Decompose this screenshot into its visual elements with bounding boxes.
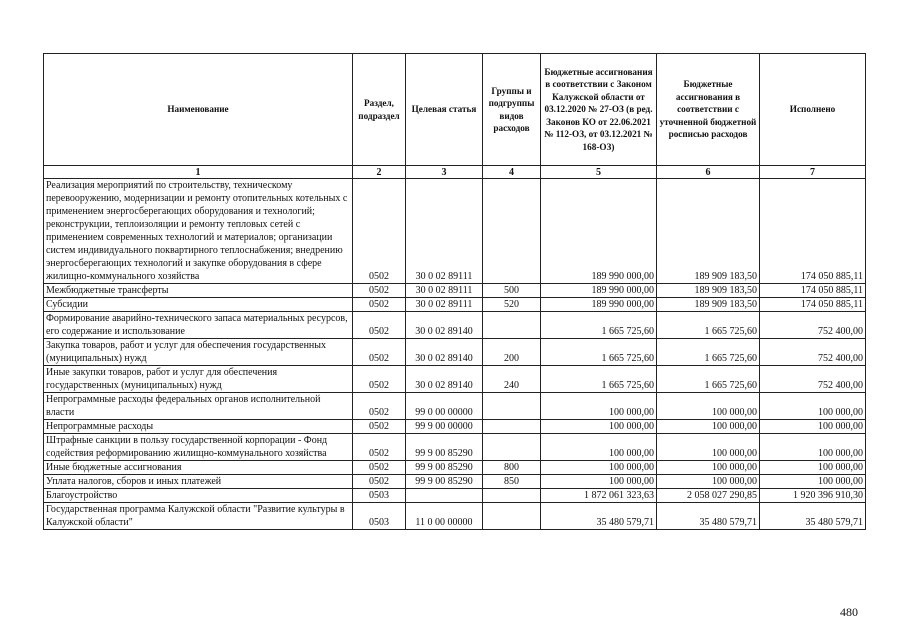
row-target: 30 0 02 89140 [406, 339, 483, 366]
row-section: 0503 [353, 503, 406, 530]
column-number-row [44, 166, 866, 179]
row-group [483, 393, 541, 420]
table-row [44, 475, 866, 489]
row-executed: 174 050 885,11 [760, 179, 866, 284]
row-law-allocation: 100 000,00 [541, 434, 657, 461]
row-group [483, 312, 541, 339]
row-law-allocation: 189 990 000,00 [541, 284, 657, 298]
row-group: 800 [483, 461, 541, 475]
row-executed: 174 050 885,11 [760, 298, 866, 312]
row-refined-allocation: 100 000,00 [657, 475, 760, 489]
row-group: 200 [483, 339, 541, 366]
table-row [44, 393, 866, 420]
row-law-allocation: 1 872 061 323,63 [541, 489, 657, 503]
row-target: 99 0 00 00000 [406, 393, 483, 420]
table-row [44, 503, 866, 530]
column-number: 4 [483, 166, 541, 179]
row-refined-allocation: 100 000,00 [657, 434, 760, 461]
row-law-allocation: 189 990 000,00 [541, 179, 657, 284]
row-refined-allocation: 189 909 183,50 [657, 179, 760, 284]
row-section: 0503 [353, 489, 406, 503]
row-law-allocation: 100 000,00 [541, 475, 657, 489]
row-target: 30 0 02 89140 [406, 312, 483, 339]
column-number: 5 [541, 166, 657, 179]
row-refined-allocation: 100 000,00 [657, 420, 760, 434]
row-target: 99 9 00 85290 [406, 434, 483, 461]
row-section: 0502 [353, 298, 406, 312]
row-section: 0502 [353, 461, 406, 475]
table-row [44, 284, 866, 298]
row-target: 99 9 00 85290 [406, 475, 483, 489]
table-row [44, 179, 866, 284]
row-name: Иные закупки товаров, работ и услуг для обеспечения государственных (муниципальных) нужд [44, 366, 353, 393]
row-group [483, 489, 541, 503]
row-name: Благоустройство [44, 489, 353, 503]
table-row [44, 461, 866, 475]
row-executed: 100 000,00 [760, 393, 866, 420]
row-name: Межбюджетные трансферты [44, 284, 353, 298]
row-name: Уплата налогов, сборов и иных платежей [44, 475, 353, 489]
row-law-allocation: 189 990 000,00 [541, 298, 657, 312]
header-refined-allocations: Бюджетные ассигнования в соответствии с уточненной бюджетной росписью расходов [657, 54, 760, 166]
row-executed: 35 480 579,71 [760, 503, 866, 530]
header-executed: Исполнено [760, 54, 866, 166]
table-row [44, 420, 866, 434]
row-group [483, 503, 541, 530]
column-number: 3 [406, 166, 483, 179]
row-target: 11 0 00 00000 [406, 503, 483, 530]
header-section: Раздел, подраздел [353, 54, 406, 166]
row-section: 0502 [353, 179, 406, 284]
row-section: 0502 [353, 366, 406, 393]
row-name: Непрограммные расходы федеральных органов исполнительной власти [44, 393, 353, 420]
row-target: 30 0 02 89111 [406, 298, 483, 312]
row-name: Закупка товаров, работ и услуг для обеспечения государственных (муниципальных) нужд [44, 339, 353, 366]
row-refined-allocation: 35 480 579,71 [657, 503, 760, 530]
row-refined-allocation: 100 000,00 [657, 393, 760, 420]
row-refined-allocation: 189 909 183,50 [657, 284, 760, 298]
row-executed: 752 400,00 [760, 366, 866, 393]
row-refined-allocation: 1 665 725,60 [657, 366, 760, 393]
row-section: 0502 [353, 284, 406, 298]
row-executed: 752 400,00 [760, 339, 866, 366]
row-executed: 100 000,00 [760, 461, 866, 475]
table-row [44, 312, 866, 339]
row-name: Непрограммные расходы [44, 420, 353, 434]
row-group [483, 434, 541, 461]
row-target [406, 489, 483, 503]
row-executed: 1 920 396 910,30 [760, 489, 866, 503]
table-row [44, 489, 866, 503]
row-target: 30 0 02 89111 [406, 179, 483, 284]
row-executed: 100 000,00 [760, 475, 866, 489]
row-law-allocation: 1 665 725,60 [541, 339, 657, 366]
row-name: Формирование аварийно-технического запаса материальных ресурсов, его содержание и использование [44, 312, 353, 339]
row-group [483, 179, 541, 284]
row-name: Иные бюджетные ассигнования [44, 461, 353, 475]
row-name: Реализация мероприятий по строительству, техническому перевооружению, модернизации и ремонту отопительных котельных с применением энергосберегающих оборудования и технологий; реконструкции, теплоизоляции и ремонту тепловых сетей с применением современных технологий и материалов; организации систем индивидуального поквартирного теплоснабжения; внедрению энергосберегающих технологий и закупке оборудования в сфере жилищно-коммунального хозяйства [44, 179, 353, 284]
table-row [44, 339, 866, 366]
column-number: 6 [657, 166, 760, 179]
row-law-allocation: 100 000,00 [541, 393, 657, 420]
row-section: 0502 [353, 475, 406, 489]
row-name: Штрафные санкции в пользу государственной корпорации - Фонд содействия реформированию жилищно-коммунального хозяйства [44, 434, 353, 461]
row-executed: 174 050 885,11 [760, 284, 866, 298]
header-target: Целевая статья [406, 54, 483, 166]
row-group: 520 [483, 298, 541, 312]
table-row [44, 298, 866, 312]
row-section: 0502 [353, 339, 406, 366]
budget-table [43, 53, 866, 530]
row-target: 99 9 00 85290 [406, 461, 483, 475]
column-number: 7 [760, 166, 866, 179]
row-refined-allocation: 189 909 183,50 [657, 298, 760, 312]
header-name: Наименование [44, 54, 353, 166]
row-name: Государственная программа Калужской области "Развитие культуры в Калужской области" [44, 503, 353, 530]
row-group [483, 420, 541, 434]
row-name: Субсидии [44, 298, 353, 312]
header-law-allocations: Бюджетные ассигнования в соответствии с Законом Калужской области от 03.12.2020 № 27-ОЗ (в ред. Законов КО от 22.06.2021 № 112-ОЗ, от 03.12.2021 № 168-ОЗ) [541, 54, 657, 166]
row-target: 30 0 02 89140 [406, 366, 483, 393]
page-number: 480 [840, 605, 858, 619]
column-number: 2 [353, 166, 406, 179]
row-section: 0502 [353, 393, 406, 420]
header-groups: Группы и подгруппы видов расходов [483, 54, 541, 166]
row-target: 30 0 02 89111 [406, 284, 483, 298]
row-target: 99 9 00 00000 [406, 420, 483, 434]
row-refined-allocation: 1 665 725,60 [657, 312, 760, 339]
row-group: 240 [483, 366, 541, 393]
row-group: 850 [483, 475, 541, 489]
row-executed: 100 000,00 [760, 420, 866, 434]
row-executed: 752 400,00 [760, 312, 866, 339]
row-executed: 100 000,00 [760, 434, 866, 461]
row-refined-allocation: 2 058 027 290,85 [657, 489, 760, 503]
row-section: 0502 [353, 312, 406, 339]
row-refined-allocation: 1 665 725,60 [657, 339, 760, 366]
row-law-allocation: 1 665 725,60 [541, 366, 657, 393]
row-law-allocation: 100 000,00 [541, 420, 657, 434]
row-section: 0502 [353, 420, 406, 434]
table-row [44, 434, 866, 461]
table-row [44, 366, 866, 393]
row-group: 500 [483, 284, 541, 298]
row-section: 0502 [353, 434, 406, 461]
column-number: 1 [44, 166, 353, 179]
header-row [44, 54, 866, 166]
row-refined-allocation: 100 000,00 [657, 461, 760, 475]
row-law-allocation: 1 665 725,60 [541, 312, 657, 339]
row-law-allocation: 100 000,00 [541, 461, 657, 475]
row-law-allocation: 35 480 579,71 [541, 503, 657, 530]
